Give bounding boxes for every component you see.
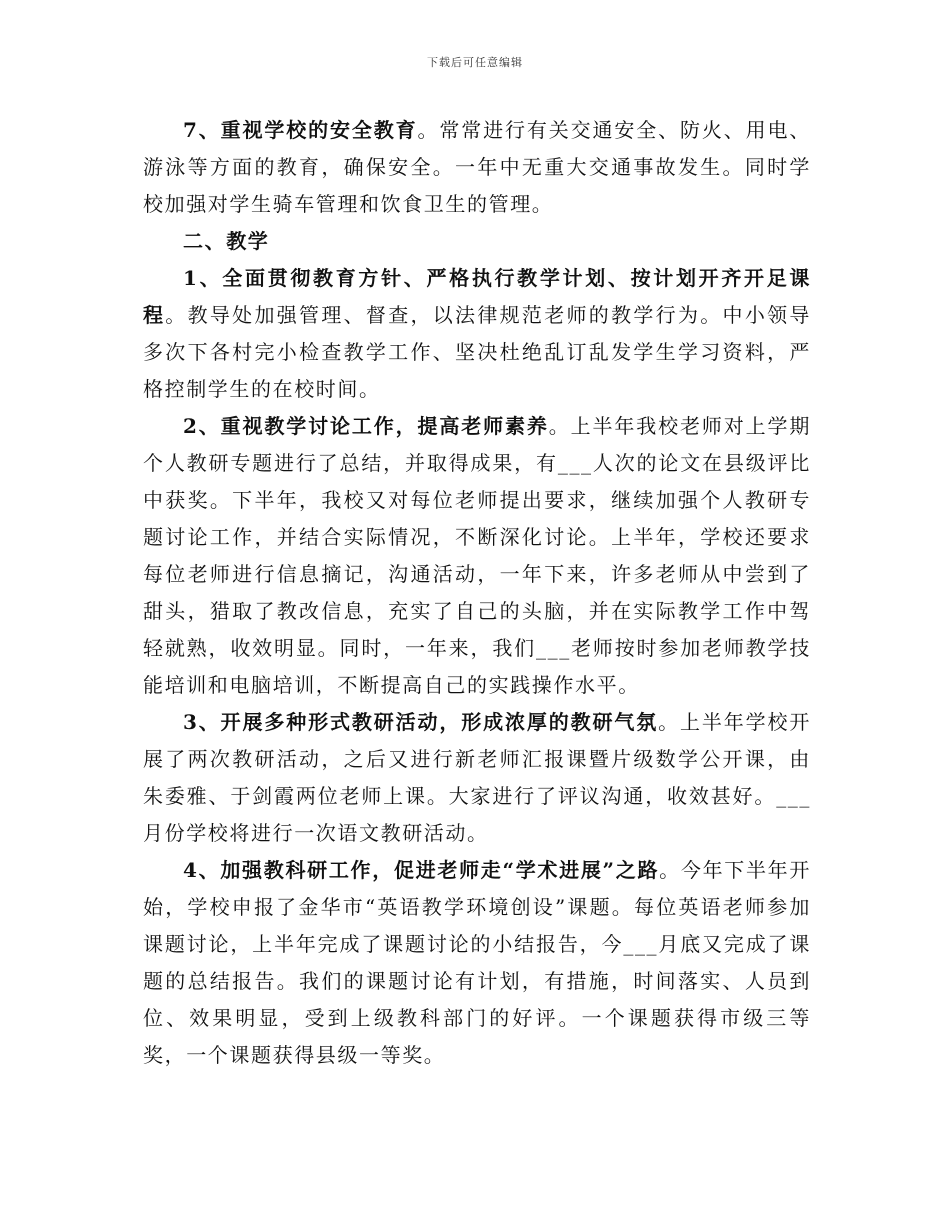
- paragraph-text: 。常常进行有关交通安全、防火、用电、游泳等方面的教育，确保安全。一年中无重大交通事故发生。同时学校加强对学生骑车管理和饮食卫生的管理。: [143, 118, 811, 216]
- paragraph-text: 。上半年学校开展了两次教研活动，之后又进行新老师汇报课暨片级数学公开课，由朱委雅、于剑霞两位老师上课。大家进行了评议沟通，收效甚好。___月份学校将进行一次语文教研活动。: [143, 710, 812, 845]
- page-header: 下载后可任意编辑: [427, 56, 523, 69]
- section-heading-teaching: 二、教学: [183, 229, 270, 253]
- paragraph-lead: 1、全面贯彻教育方针、严格执行教学计划、按计划开齐开足课程: [143, 266, 811, 327]
- paragraph-text: 。教导处加强管理、督查，以法律规范老师的教学行为。中小领导多次下各村完小检查教学工作、坚决杜绝乱订乱发学生学习资料，严格控制学生的在校时间。: [143, 303, 811, 401]
- paragraph-text: 。今年下半年开始，学校申报了金华市“英语教学环境创设”课题。每位英语老师参加课题讨论，上半年完成了课题讨论的小结报告，今___月底又完成了课题的总结报告。我们的课题讨论有计划，有措施，时间落实、人员到位、效果明显，受到上级教科部门的好评。一个课题获得市级三等奖，一个课题获得县级一等奖。: [143, 858, 811, 1067]
- paragraph-curriculum: [143, 260, 811, 408]
- paragraph-research-activities: [143, 704, 811, 852]
- paragraph-scientific-research: [143, 852, 811, 1074]
- paragraph-lead: 4、加强教科研工作，促进老师走“学术进展”之路: [183, 858, 660, 882]
- paragraph-lead: 7、重视学校的安全教育: [183, 118, 418, 142]
- paragraph-text: 。上半年我校老师对上学期个人教研专题进行了总结，并取得成果，有___人次的论文在县级评比中获奖。下半年，我校又对每位老师提出要求，继续加强个人教研专题讨论工作，并结合实际情况，不断深化讨论。上半年，学校还要求每位老师进行信息摘记，沟通活动，一年下来，许多老师从中尝到了甜头，猎取了教改信息，充实了自己的头脑，并在实际教学工作中驾轻就熟，收效明显。同时，一年来，我们___老师按时参加老师教学技能培训和电脑培训，不断提高自己的实践操作水平。: [143, 414, 811, 697]
- paragraph-safety-education: [143, 112, 811, 223]
- document-body: [143, 112, 811, 1074]
- paragraph-teaching-research: [143, 408, 811, 704]
- paragraph-lead: 3、开展多种形式教研活动，形成浓厚的教研气氛: [183, 710, 659, 734]
- paragraph-lead: 2、重视教学讨论工作，提高老师素养: [183, 414, 549, 438]
